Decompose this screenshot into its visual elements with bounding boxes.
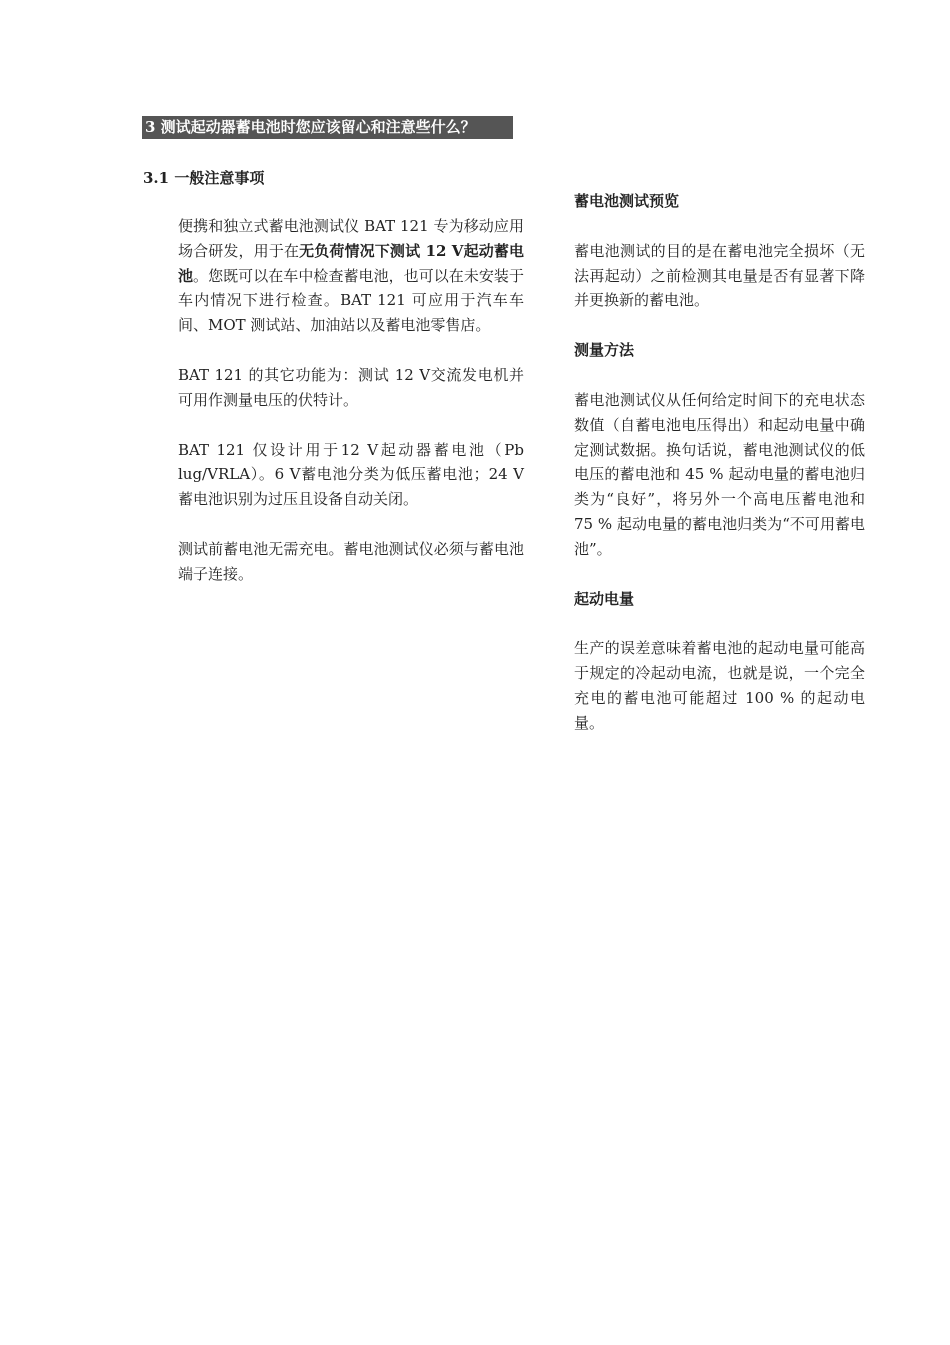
paragraph-test-preview: 蓄电池测试的目的是在蓄电池完全损坏（无法再起动）之前检测其电量是否有显著下降并更换新的蓄电池。 <box>574 241 865 310</box>
purpose-text-bold: 无负荷情况下测试 12 V起动蓄电池 <box>178 241 524 285</box>
paragraph-battery-types: BAT 121 仅设计用于12 V起动器蓄电池（Pb lug/VRLA）。6 V蓄电池分类为低压蓄电池；24 V蓄电池识别为过压且设备自动关闭。 <box>178 440 524 509</box>
paragraph-purpose <box>178 214 524 338</box>
paragraph-other-functions: BAT 121 的其它功能为：测试 12 V交流发电机并可用作测量电压的伏特计。 <box>178 365 524 409</box>
paragraph-starting-capacity: 生产的误差意味着蓄电池的起动电量可能高于规定的冷起动电流，也就是说，一个完全充电的蓄电池可能超过 100 % 的起动电量。 <box>574 639 865 732</box>
paragraph-measurement-method: 蓄电池测试仪从任何给定时间下的充电状态数值（自蓄电池电压得出）和起动电量中确定测试数据。换句话说，蓄电池测试仪的低电压的蓄电池和 45 % 起动电量的蓄电池归类为“良好”，将另外一个高电压蓄电池和 75 % 起动电量的蓄电池归类为“不可用蓄电池”。 <box>574 390 865 558</box>
heading-measurement-method: 测量方法 <box>574 341 635 360</box>
left-column <box>178 214 524 612</box>
chapter-heading: 3 测试起动器蓄电池时您应该留心和注意些什么？ <box>142 116 513 139</box>
purpose-text-b: 。您既可以在车中检查蓄电池，也可以在未安装于车内情况下进行检查。BAT 121 可应用于汽车车间、MOT 测试站、加油站以及蓄电池零售店。 <box>178 266 524 335</box>
section-heading: 3.1 一般注意事项 <box>143 169 265 187</box>
purpose-text-a: 便携和独立式蓄电池测试仪 BAT 121 专为移动应用场合研发，用于在 <box>178 217 524 260</box>
heading-test-preview: 蓄电池测试预览 <box>574 192 680 210</box>
right-column <box>574 189 865 761</box>
paragraph-no-charge: 测试前蓄电池无需充电。蓄电池测试仪必须与蓄电池端子连接。 <box>178 539 524 583</box>
heading-starting-capacity: 起动电量 <box>574 589 635 608</box>
